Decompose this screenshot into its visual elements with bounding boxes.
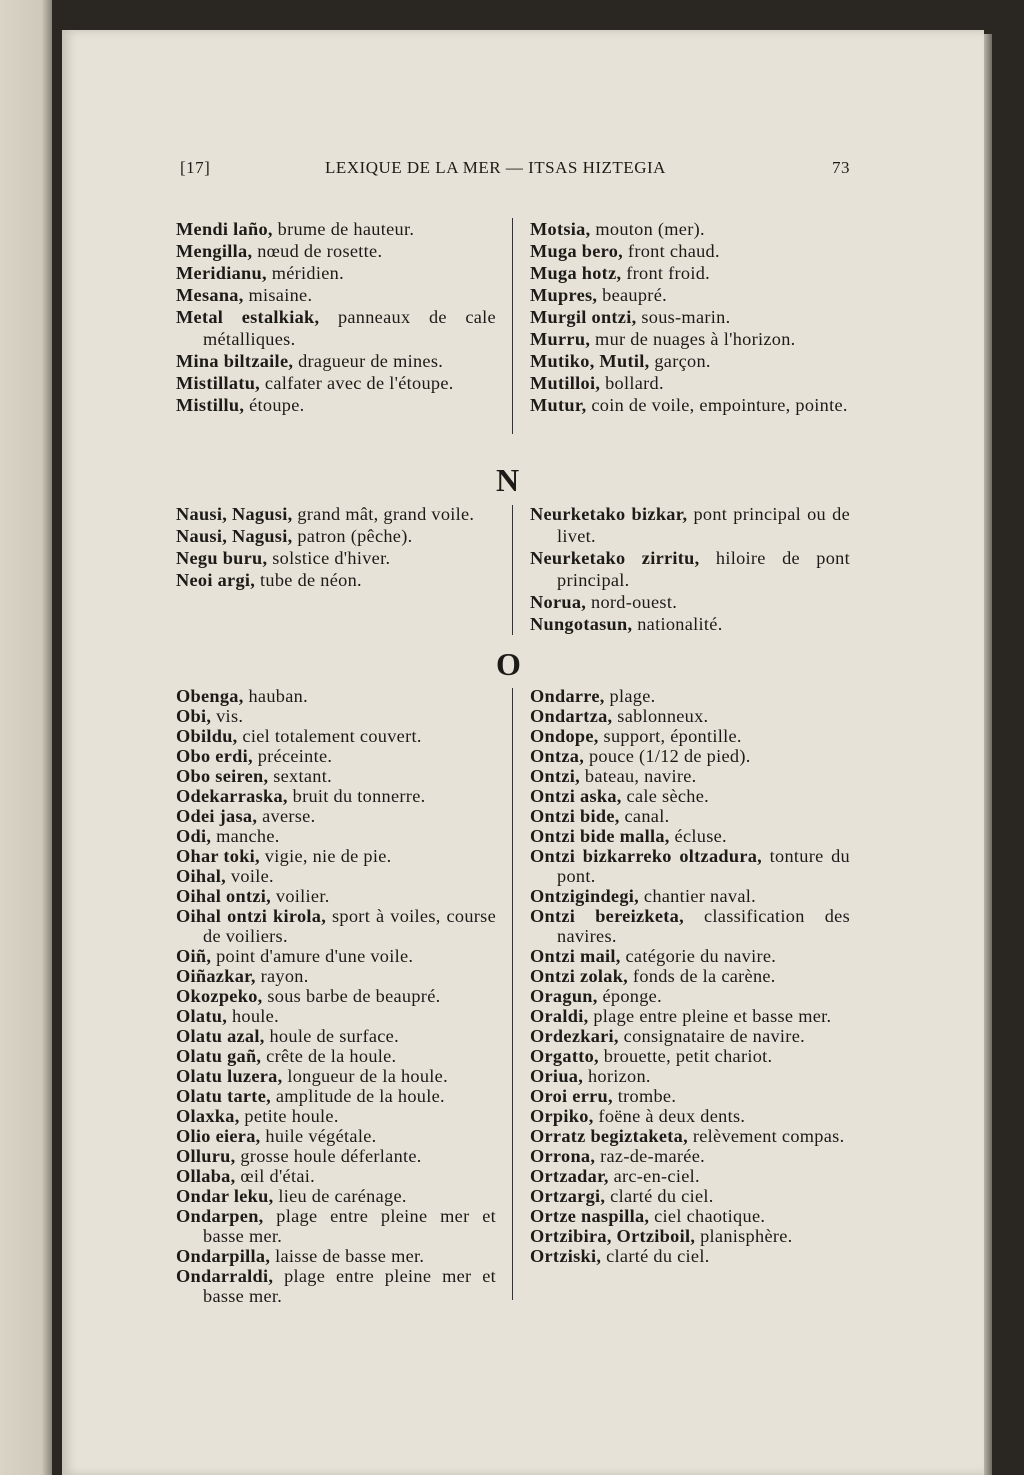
entry-definition: plage entre pleine mer et basse mer. xyxy=(203,1206,496,1246)
entry-definition: hauban. xyxy=(243,686,308,706)
entry-term: Ondarpen, xyxy=(176,1206,264,1226)
entry-definition: canal. xyxy=(619,806,670,826)
entry-definition: sport à voiles, course de voiliers. xyxy=(203,906,497,946)
entry-term: Olatu azal, xyxy=(176,1026,265,1046)
entry-definition: pont principal ou de livet. xyxy=(557,504,850,546)
glossary-entry xyxy=(530,350,850,372)
entry-term: Oihal ontzi, xyxy=(176,886,272,906)
entry-definition: grand mât, grand voile. xyxy=(292,504,475,524)
entry-definition: catégorie du navire. xyxy=(620,946,777,966)
glossary-entry xyxy=(530,846,850,886)
entry-term: Odekarraska, xyxy=(176,786,288,806)
entry-term: Ontzi aska, xyxy=(530,786,622,806)
glossary-entry xyxy=(530,1066,850,1086)
entry-definition: chantier naval. xyxy=(639,886,757,906)
running-title: LEXIQUE DE LA MER — ITSAS HIZTEGIA xyxy=(325,158,666,177)
glossary-entry xyxy=(530,394,850,416)
entry-definition: relèvement compas. xyxy=(687,1126,845,1146)
entry-definition: horizon. xyxy=(583,1066,651,1086)
glossary-entry xyxy=(530,1186,850,1206)
entry-term: Olatu gañ, xyxy=(176,1046,262,1066)
glossary-entry xyxy=(530,284,850,306)
entry-term: Ondarre, xyxy=(530,686,605,706)
entry-term: Mendi laño, xyxy=(176,219,273,239)
entry-term: Muga bero, xyxy=(530,241,624,261)
entry-definition: laisse de basse mer. xyxy=(270,1246,425,1266)
entry-definition: beaupré. xyxy=(597,285,667,305)
entry-definition: tonture du pont. xyxy=(557,846,850,886)
entry-term: Olatu luzera, xyxy=(176,1066,283,1086)
entry-term: Okozpeko, xyxy=(176,986,263,1006)
glossary-entry xyxy=(176,1206,496,1246)
entry-term: Ohar toki, xyxy=(176,846,260,866)
entry-term: Ontzigindegi, xyxy=(530,886,640,906)
glossary-entry xyxy=(176,1186,496,1206)
entry-term: Odi, xyxy=(176,826,212,846)
entry-term: Oihal, xyxy=(176,866,227,886)
entry-term: Orgatto, xyxy=(530,1046,599,1066)
glossary-entry xyxy=(176,1086,496,1106)
glossary-entry xyxy=(176,350,496,372)
glossary-entry xyxy=(530,591,850,613)
entry-term: Metal estalkiak, xyxy=(176,307,320,327)
glossary-entry xyxy=(530,686,850,706)
entry-term: Ondarraldi, xyxy=(176,1266,274,1286)
entry-term: Ondope, xyxy=(530,726,599,746)
entry-definition: œil d'étai. xyxy=(235,1166,315,1186)
glossary-entry xyxy=(530,218,850,240)
entry-definition: houle de surface. xyxy=(264,1026,399,1046)
glossary-entry xyxy=(530,746,850,766)
entry-definition: nœud de rosette. xyxy=(252,241,383,261)
entry-term: Negu buru, xyxy=(176,548,268,568)
glossary-entry xyxy=(530,966,850,986)
entry-term: Mutilloi, xyxy=(530,373,601,393)
entry-term: Ontzi mail, xyxy=(530,946,621,966)
entry-term: Ontzi bizkarreko oltzadura, xyxy=(530,846,763,866)
glossary-entry xyxy=(176,1166,496,1186)
entry-definition: cale sèche. xyxy=(621,786,710,806)
entry-term: Muga hotz, xyxy=(530,263,622,283)
entry-term: Ontzi bereizketa, xyxy=(530,906,684,926)
entry-definition: consignataire de navire. xyxy=(618,1026,805,1046)
entry-definition: front chaud. xyxy=(623,241,720,261)
entry-term: Ontza, xyxy=(530,746,585,766)
entry-term: Obildu, xyxy=(176,726,238,746)
entry-definition: classification des navires. xyxy=(557,906,850,946)
entry-term: Mengilla, xyxy=(176,241,253,261)
entry-definition: ciel totalement couvert. xyxy=(237,726,422,746)
entry-term: Mutur, xyxy=(530,395,587,415)
entry-term: Ontzi, xyxy=(530,766,581,786)
entry-definition: longueur de la houle. xyxy=(282,1066,448,1086)
glossary-entry xyxy=(176,706,496,726)
glossary-entry xyxy=(176,262,496,284)
entry-definition: garçon. xyxy=(649,351,711,371)
entry-definition: point d'amure d'une voile. xyxy=(211,946,414,966)
entry-term: Olatu tarte, xyxy=(176,1086,271,1106)
entry-term: Orrona, xyxy=(530,1146,596,1166)
glossary-entry xyxy=(176,240,496,262)
glossary-entry xyxy=(530,806,850,826)
entry-definition: averse. xyxy=(257,806,316,826)
entry-term: Nungotasun, xyxy=(530,614,633,634)
entry-definition: sablonneux. xyxy=(612,706,709,726)
glossary-entry xyxy=(176,1266,496,1306)
entry-term: Ondartza, xyxy=(530,706,613,726)
entry-term: Oihal ontzi kirola, xyxy=(176,906,327,926)
glossary-entry xyxy=(530,986,850,1006)
entry-definition: foëne à deux dents. xyxy=(593,1106,746,1126)
glossary-entry xyxy=(176,1006,496,1026)
entry-term: Oiñazkar, xyxy=(176,966,256,986)
entry-term: Motsia, xyxy=(530,219,591,239)
entry-definition: sous-marin. xyxy=(636,307,731,327)
entry-term: Mupres, xyxy=(530,285,598,305)
glossary-entry xyxy=(176,1246,496,1266)
entry-term: Ondarpilla, xyxy=(176,1246,271,1266)
entry-term: Olatu, xyxy=(176,1006,228,1026)
glossary-entry xyxy=(530,613,850,635)
glossary-entry xyxy=(176,966,496,986)
entry-term: Oriua, xyxy=(530,1066,584,1086)
column-divider xyxy=(512,218,513,434)
glossary-entry xyxy=(530,372,850,394)
entry-definition: bruit du tonnerre. xyxy=(287,786,426,806)
glossary-entry xyxy=(176,525,496,547)
glossary-entry xyxy=(530,946,850,966)
entry-term: Obo erdi, xyxy=(176,746,253,766)
glossary-entry xyxy=(530,766,850,786)
page-number: 73 xyxy=(832,158,850,177)
entry-term: Orpiko, xyxy=(530,1106,594,1126)
glossary-entry xyxy=(530,1246,850,1266)
section-number: [17] xyxy=(180,158,211,177)
entry-definition: hiloire de pont principal. xyxy=(557,548,850,590)
glossary-entry xyxy=(176,806,496,826)
glossary-entry xyxy=(530,1046,850,1066)
entry-term: Mutiko, Mutil, xyxy=(530,351,650,371)
glossary-entry xyxy=(176,372,496,394)
entry-term: Ortzadar, xyxy=(530,1166,609,1186)
entry-definition: front froid. xyxy=(621,263,711,283)
entry-term: Ordezkari, xyxy=(530,1026,619,1046)
glossary-entry xyxy=(176,866,496,886)
entry-term: Ontzi bide malla, xyxy=(530,826,670,846)
glossary-entry xyxy=(176,547,496,569)
entry-term: Nausi, Nagusi, xyxy=(176,504,293,524)
entry-definition: rayon. xyxy=(255,966,309,986)
entry-definition: mouton (mer). xyxy=(590,219,705,239)
glossary-entry xyxy=(530,1146,850,1166)
entry-definition: plage entre pleine mer et basse mer. xyxy=(203,1266,496,1306)
entry-definition: huile végétale. xyxy=(260,1126,377,1146)
letter-heading-o: O xyxy=(496,646,521,682)
entry-definition: voile. xyxy=(226,866,274,886)
entry-term: Neurketako zirritu, xyxy=(530,548,700,568)
entry-definition: manche. xyxy=(211,826,280,846)
glossary-entry xyxy=(176,394,496,416)
entry-definition: bateau, navire. xyxy=(580,766,697,786)
entry-definition: nord-ouest. xyxy=(586,592,678,612)
entry-definition: patron (pêche). xyxy=(292,526,413,546)
entry-term: Meridianu, xyxy=(176,263,267,283)
glossary-entry xyxy=(176,503,496,525)
o-left-column xyxy=(176,686,496,1306)
page-edge xyxy=(984,34,992,1475)
glossary-entry xyxy=(530,726,850,746)
entry-term: Ontzi bide, xyxy=(530,806,620,826)
column-divider xyxy=(512,688,513,1300)
m-left-column xyxy=(176,218,496,416)
entry-definition: dragueur de mines. xyxy=(293,351,444,371)
glossary-entry xyxy=(176,726,496,746)
entry-definition: vis. xyxy=(211,706,244,726)
entry-definition: fonds de la carène. xyxy=(628,966,776,986)
running-header xyxy=(180,158,850,182)
entry-term: Olluru, xyxy=(176,1146,236,1166)
glossary-entry xyxy=(530,306,850,328)
glossary-entry xyxy=(530,1086,850,1106)
entry-definition: grosse houle déferlante. xyxy=(235,1146,422,1166)
glossary-entry xyxy=(530,706,850,726)
glossary-entry xyxy=(176,218,496,240)
glossary-entry xyxy=(176,766,496,786)
entry-definition: bollard. xyxy=(600,373,664,393)
entry-definition: amplitude de la houle. xyxy=(270,1086,445,1106)
entry-term: Oiñ, xyxy=(176,946,212,966)
entry-definition: crête de la houle. xyxy=(261,1046,397,1066)
glossary-entry xyxy=(530,328,850,350)
entry-definition: brouette, petit chariot. xyxy=(598,1046,773,1066)
entry-definition: préceinte. xyxy=(252,746,333,766)
entry-definition: nationalité. xyxy=(632,614,723,634)
entry-definition: coin de voile, empointure, pointe. xyxy=(586,395,848,415)
glossary-entry xyxy=(176,1066,496,1086)
entry-term: Ortzibira, Ortziboil, xyxy=(530,1226,696,1246)
entry-definition: tube de néon. xyxy=(255,570,362,590)
entry-definition: brume de hauteur. xyxy=(272,219,415,239)
entry-definition: étoupe. xyxy=(244,395,305,415)
glossary-entry xyxy=(530,826,850,846)
glossary-entry xyxy=(530,1226,850,1246)
entry-definition: calfater avec de l'étoupe. xyxy=(260,373,454,393)
entry-definition: petite houle. xyxy=(239,1106,339,1126)
glossary-entry xyxy=(530,1206,850,1226)
column-divider xyxy=(512,505,513,635)
entry-term: Ortziski, xyxy=(530,1246,602,1266)
entry-definition: clarté du ciel. xyxy=(601,1246,710,1266)
glossary-entry xyxy=(176,569,496,591)
glossary-entry xyxy=(176,986,496,1006)
glossary-entry xyxy=(176,746,496,766)
entry-term: Oragun, xyxy=(530,986,598,1006)
facing-page-edge xyxy=(0,0,52,1475)
n-right-column xyxy=(530,503,850,635)
entry-definition: éponge. xyxy=(597,986,662,1006)
entry-term: Obo seiren, xyxy=(176,766,269,786)
entry-definition: misaine. xyxy=(243,285,313,305)
entry-term: Olaxka, xyxy=(176,1106,240,1126)
entry-definition: panneaux de cale métalliques. xyxy=(203,307,496,349)
entry-term: Norua, xyxy=(530,592,587,612)
entry-definition: trombe. xyxy=(612,1086,677,1106)
entry-definition: arc-en-ciel. xyxy=(608,1166,700,1186)
entry-term: Ollaba, xyxy=(176,1166,236,1186)
entry-definition: raz-de-marée. xyxy=(595,1146,705,1166)
entry-term: Mistillatu, xyxy=(176,373,261,393)
entry-term: Ortze naspilla, xyxy=(530,1206,650,1226)
entry-definition: solstice d'hiver. xyxy=(267,548,391,568)
entry-definition: plage. xyxy=(604,686,656,706)
entry-term: Olio eiera, xyxy=(176,1126,261,1146)
glossary-entry xyxy=(530,1026,850,1046)
glossary-entry xyxy=(176,686,496,706)
glossary-entry xyxy=(176,306,496,350)
entry-term: Neurketako bizkar, xyxy=(530,504,688,524)
glossary-entry xyxy=(530,786,850,806)
glossary-entry xyxy=(530,1126,850,1146)
entry-definition: vigie, nie de pie. xyxy=(259,846,392,866)
entry-term: Murru, xyxy=(530,329,591,349)
n-left-column xyxy=(176,503,496,591)
glossary-entry xyxy=(530,503,850,547)
glossary-entry xyxy=(176,1046,496,1066)
o-right-column xyxy=(530,686,850,1266)
glossary-entry xyxy=(176,906,496,946)
glossary-entry xyxy=(176,1026,496,1046)
entry-term: Mesana, xyxy=(176,285,244,305)
entry-term: Ortzargi, xyxy=(530,1186,606,1206)
entry-term: Ondar leku, xyxy=(176,1186,274,1206)
glossary-entry xyxy=(176,1126,496,1146)
glossary-entry xyxy=(530,240,850,262)
glossary-entry xyxy=(176,946,496,966)
glossary-entry xyxy=(176,846,496,866)
entry-term: Oraldi, xyxy=(530,1006,589,1026)
entry-definition: plage entre pleine et basse mer. xyxy=(588,1006,832,1026)
entry-definition: planisphère. xyxy=(695,1226,793,1246)
glossary-entry xyxy=(530,262,850,284)
entry-term: Obi, xyxy=(176,706,212,726)
glossary-entry xyxy=(176,1146,496,1166)
entry-term: Obenga, xyxy=(176,686,244,706)
entry-term: Mina biltzaile, xyxy=(176,351,294,371)
entry-definition: méridien. xyxy=(266,263,344,283)
entry-term: Ontzi zolak, xyxy=(530,966,629,986)
entry-term: Odei jasa, xyxy=(176,806,258,826)
glossary-entry xyxy=(530,547,850,591)
entry-definition: ciel chaotique. xyxy=(649,1206,766,1226)
entry-definition: sous barbe de beaupré. xyxy=(262,986,441,1006)
entry-definition: houle. xyxy=(227,1006,279,1026)
glossary-entry xyxy=(530,906,850,946)
entry-definition: sextant. xyxy=(268,766,332,786)
glossary-entry xyxy=(530,1106,850,1126)
entry-definition: écluse. xyxy=(669,826,727,846)
entry-term: Oroi erru, xyxy=(530,1086,613,1106)
entry-definition: mur de nuages à l'horizon. xyxy=(590,329,796,349)
entry-term: Nausi, Nagusi, xyxy=(176,526,293,546)
entry-definition: pouce (1/12 de pied). xyxy=(584,746,751,766)
letter-heading-n: N xyxy=(496,462,520,498)
m-right-column xyxy=(530,218,850,416)
entry-definition: lieu de carénage. xyxy=(273,1186,407,1206)
glossary-entry xyxy=(176,284,496,306)
entry-definition: voilier. xyxy=(271,886,330,906)
glossary-entry xyxy=(176,886,496,906)
entry-term: Neoi argi, xyxy=(176,570,256,590)
entry-definition: clarté du ciel. xyxy=(605,1186,714,1206)
glossary-entry xyxy=(530,886,850,906)
entry-term: Mistillu, xyxy=(176,395,245,415)
glossary-entry xyxy=(530,1006,850,1026)
glossary-entry xyxy=(176,1106,496,1126)
entry-definition: support, épontille. xyxy=(598,726,742,746)
glossary-entry xyxy=(176,786,496,806)
glossary-entry xyxy=(530,1166,850,1186)
entry-term: Orratz begiztaketa, xyxy=(530,1126,688,1146)
entry-term: Murgil ontzi, xyxy=(530,307,637,327)
glossary-entry xyxy=(176,826,496,846)
